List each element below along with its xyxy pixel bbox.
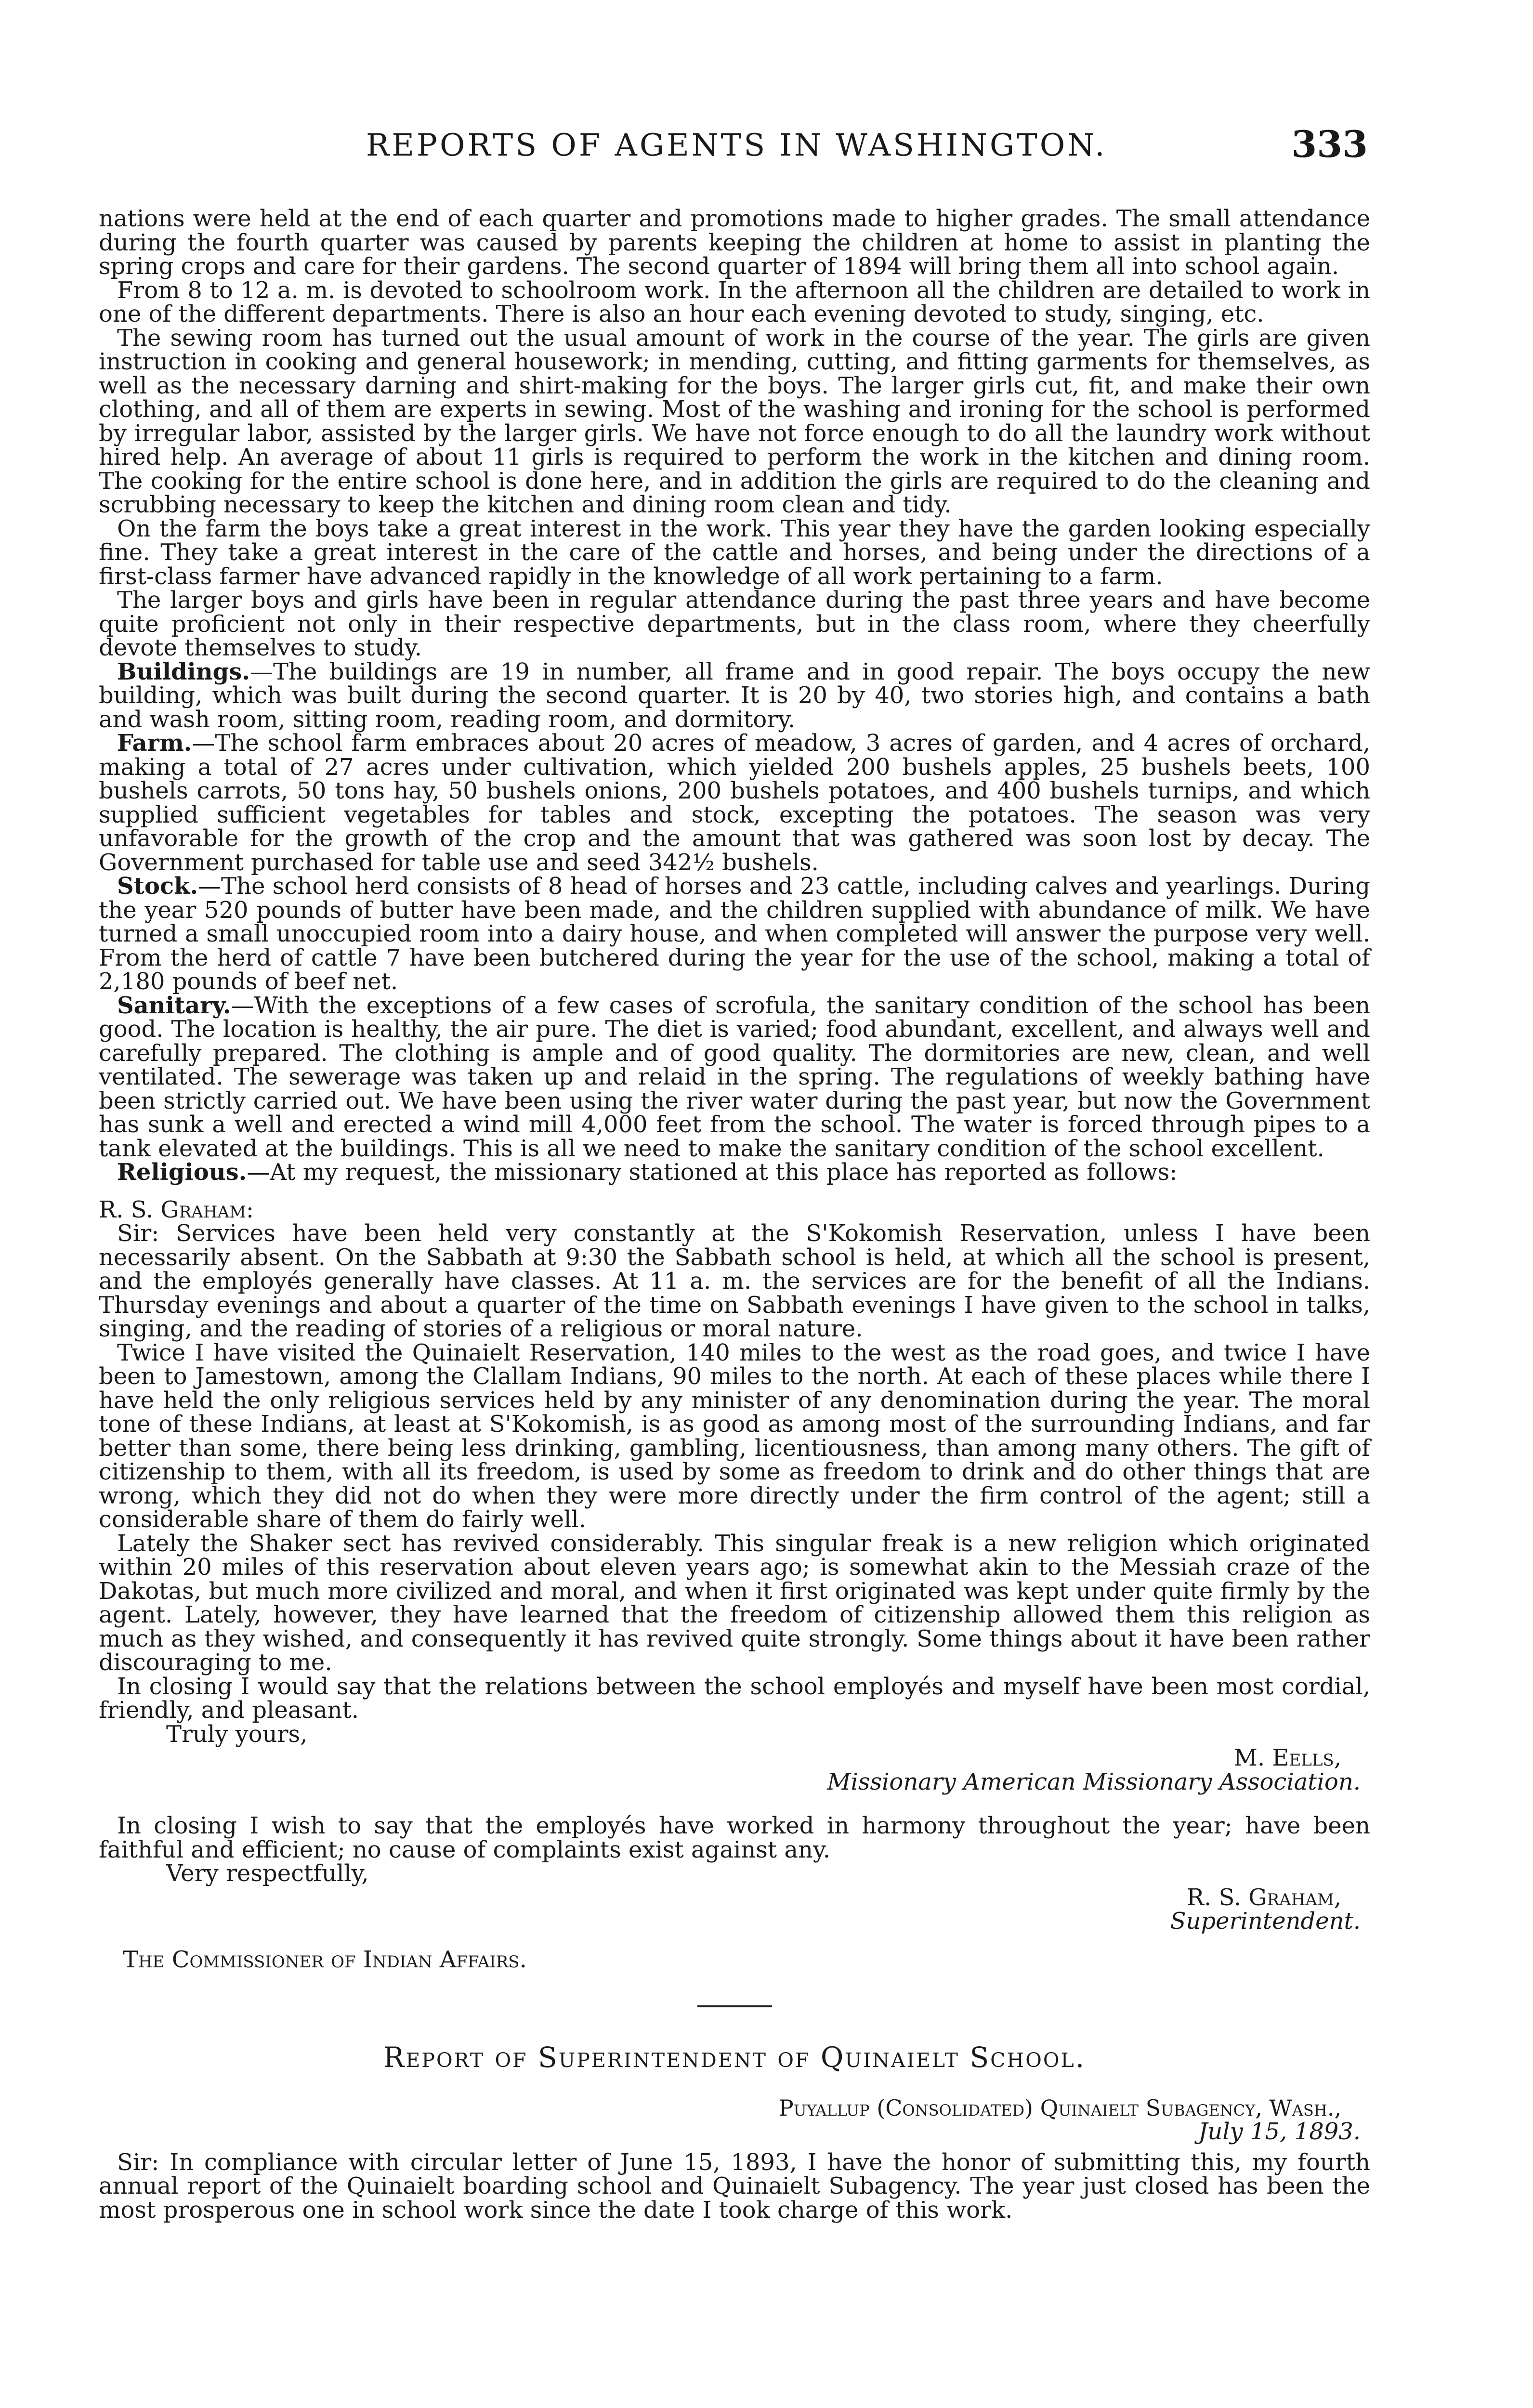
report-signer-title: Superintendent. bbox=[1170, 1908, 1361, 1935]
report-date: July 15, 1893. bbox=[1198, 2118, 1361, 2145]
section-heading: Buildings. bbox=[117, 658, 250, 685]
paragraph-stock: Stock.—The school herd consists of 8 head of horses and 23 cattle, including calves and yearlings. During the year 520 pounds of butter have been made, and the children supplied with abundance of milk. We have turned a small unoccupied room into a dairy house, and when completed will answer the purpose very well. From the herd of cattle 7 have been butchered during the year for the use of the school, making a total of 2,180 pounds of beef net. bbox=[99, 873, 1370, 995]
paragraph-religious: Religious.—At my request, the missionary stationed at this place has reported as follows: bbox=[117, 1159, 1178, 1186]
paragraph-sanitary: Sanitary.—With the exceptions of a few cases of scrofula, the sanitary condition of the school has been good. The location is healthy, the air pure. The diet is varied; food abundant, excellent, and always well and carefully prepared. The clothing is ample and of good quality. The dormitories are new, clean, and well ventilated. The sewerage was taken up and relaid in the spring. The regulations of weekly bathing have been strictly carried out. We have been using the river water during the past year, but now the Government has sunk a well and erected a wind mill 4,000 feet from the school. The water is forced through pipes to a tank elevated at the buildings. This is all we need to make the sanitary condition of the school excellent. bbox=[99, 992, 1370, 1162]
section-heading: Sanitary. bbox=[117, 992, 231, 1019]
report-signer: R. S. Graham, bbox=[1186, 1884, 1341, 1911]
paragraph: The sewing room has turned out the usual amount of work in the course of the year. The girls are given instruction in cooking and general housework; in mending, cutting, and fitting garments for themselves, as well as the necessary darning and shirt-making for the boys. The larger girls cut, fit, and make their own clothing, and all of them are experts in sewing. Most of the washing and ironing for the school is performed by irregular labor, assisted by the larger girls. We have not force enough to do all the laundry work without hired help. An average of about 11 girls is required to perform the work in the kitchen and dining room. The cooking for the entire school is done here, and in addition the girls are required to do the cleaning and scrubbing necessary to keep the kitchen and dining room clean and tidy. bbox=[99, 324, 1370, 518]
letter-signer-title: Missionary American Missionary Association. bbox=[827, 1768, 1361, 1795]
letter-paragraph: Lately the Shaker sect has revived considerably. This singular freak is a new religion which originated within 20 miles of this reservation about eleven years ago; is somewhat akin to the Messiah craze of the Dakotas, but much more civilized and moral, and when it first originated was kept under quite firmly by the agent. Lately, however, they have learned that the freedom of citizenship allowed them this religion as much as they wished, and consequently it has revived quite strongly. Some things about it have been rather discouraging to me. bbox=[99, 1530, 1370, 1676]
paragraph: nations were held at the end of each quarter and promotions made to higher grades. The small attendance during the fourth quarter was caused by parents keeping the children at home to assist in planting the spring crops and care for their gardens. The second quarter of 1894 will bring them all into school again. bbox=[99, 205, 1370, 280]
paragraph: On the farm the boys take a great interest in the work. This year they have the garden looking especially fine. They take a great interest in the care of the cattle and horses, and being under the directions of a first-class farmer have advanced rapidly in the knowledge of all work pertaining to a farm. bbox=[99, 515, 1370, 590]
report-title: Report of Superintendent of Quinaielt School. bbox=[383, 2041, 1086, 2074]
letter-paragraph: In closing I would say that the relations between the school employés and myself have been most cordial, friendly, and pleasant. bbox=[99, 1673, 1370, 1724]
section-heading: Religious. bbox=[117, 1159, 247, 1186]
paragraph-buildings: Buildings.—The buildings are 19 in number, all frame and in good repair. The boys occupy the new building, which was built during the second quarter. It is 20 by 40, two stories high, and contains a bath and wash room, sitting room, reading room, and dormitory. bbox=[99, 658, 1370, 733]
letter-closing: Truly yours, bbox=[166, 1720, 308, 1748]
valediction: Very respectfully, bbox=[166, 1860, 369, 1887]
section-heading: Stock. bbox=[117, 873, 198, 900]
letter-paragraph: Sir: Services have been held very constantly at the S'Kokomish Reservation, unless I have been necessarily absent. On the Sabbath at 9:30 the Sabbath school is held, at which all the school is present, and the employés generally have classes. At 11 a. m. the services are for the benefit of all the Indians. Thursday evenings and about a quarter of the time on Sabbath evenings I have given to the school in talks, singing, and the reading of stories of a religious or moral nature. bbox=[99, 1220, 1370, 1342]
paragraph: From 8 to 12 a. m. is devoted to schoolroom work. In the afternoon all the children are detailed to work in one of the different departments. There is also an hour each evening devoted to study, singing, etc. bbox=[99, 276, 1370, 327]
letter-signer: M. Eells, bbox=[1233, 1744, 1341, 1771]
page-number: 333 bbox=[1291, 123, 1368, 166]
letter-salutation: R. S. Graham: bbox=[99, 1196, 254, 1223]
addressee: The Commissioner of Indian Affairs. bbox=[123, 1946, 527, 1973]
closing-paragraph: In closing I wish to say that the employés have worked in harmony throughout the year; have been faithful and efficient; no cause of complaints exist against any. bbox=[99, 1812, 1370, 1863]
report-body bbox=[99, 207, 1370, 2222]
report-place: Puyallup (Consolidated) Quinaielt Subagency, Wash., bbox=[778, 2094, 1341, 2121]
report-opening-paragraph: Sir: In compliance with circular letter of June 15, 1893, I have the honor of submitting this, my fourth annual report of the Quinaielt boarding school and Quinaielt Subagency. The year just closed has been the most prosperous one in school work since the date I took charge of this work. bbox=[99, 2148, 1370, 2224]
running-head: REPORTS OF AGENTS IN WASHINGTON. bbox=[366, 128, 1107, 163]
paragraph-farm: Farm.—The school farm embraces about 20 acres of meadow, 3 acres of garden, and 4 acres of orchard, making a total of 27 acres under cultivation, which yielded 200 bushels apples, 25 bushels beets, 100 bushels carrots, 50 tons hay, 50 bushels onions, 200 bushels potatoes, and 400 bushels turnips, and which supplied sufficient vegetables for tables and stock, excepting the potatoes. The season was very unfavorable for the growth of the crop and the amount that was gathered was soon lost by decay. The Government purchased for table use and seed 342½ bushels. bbox=[99, 730, 1370, 876]
section-heading: Farm. bbox=[117, 730, 192, 757]
section-divider bbox=[697, 2005, 772, 2007]
letter-paragraph: Twice I have visited the Quinaielt Reservation, 140 miles to the west as the road goes, and twice I have been to Jamestown, among the Clallam Indians, 90 miles to the north. At each of these places while there I have held the only religious services held by any minister of any denomination during the year. The moral tone of these Indians, at least at S'Kokomish, is as good as among most of the surrounding Indians, and far better than some, there being less drinking, gambling, licentiousness, than among many others. The gift of citizenship to them, with all its freedom, is used by some as freedom to drink and do other things that are wrong, which they did not do when they were more directly under the firm control of the agent; still a considerable share of them do fairly well. bbox=[99, 1339, 1370, 1533]
page-header bbox=[96, 123, 1368, 176]
paragraph: The larger boys and girls have been in regular attendance during the past three years and have become quite proficient not only in their respective departments, but in the class room, where they cheerfully devote themselves to study. bbox=[99, 587, 1370, 661]
